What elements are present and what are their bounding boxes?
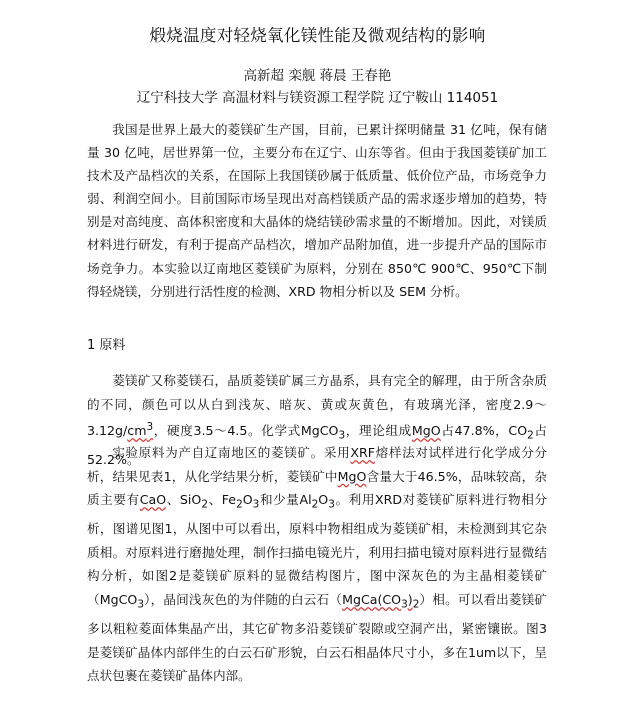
superscript: 3 xyxy=(146,421,154,433)
paper-title: 煅烧温度对轻烧氧化镁性能及微观结构的影响 xyxy=(149,26,486,45)
text-run: 、Fe xyxy=(208,492,237,508)
subscript: 2 xyxy=(412,598,420,611)
text-run: CaO xyxy=(139,492,167,508)
text-run: ，理论组成 xyxy=(345,423,412,439)
subscript: 3 xyxy=(328,498,335,511)
text-run: ，硬度3.5～4.5。化学式MgCO xyxy=(153,423,339,439)
text-run: 、SiO xyxy=(166,492,202,508)
author-list: 高新超 栾舰 蒋晨 王春艳 xyxy=(243,68,392,84)
text-run: MgO xyxy=(337,468,367,484)
body-paragraph-2 xyxy=(87,441,547,688)
text-run: ），晶间浅灰色的为伴随的白云石（ xyxy=(144,592,343,608)
text-run: XRF xyxy=(350,445,375,460)
text-run: 占52.2%。 xyxy=(87,423,548,468)
subscript: 3 xyxy=(401,598,408,611)
text-run: 菱镁矿又称菱镁石，晶质菱镁矿属三方晶系，具有完全的解理，由于所含杂质的不同，颜色可以从白到浅灰、暗灰、黄或灰黄色，有玻璃光泽，密度2.9～3.12g/ xyxy=(87,373,547,439)
subscript: 3 xyxy=(137,598,145,611)
text-run: 实验原料为产自辽南地区的菱镁矿。采用 xyxy=(112,445,351,460)
text-run: 。利用XRD对菱镁矿原料进行物相分析，图谱见图1，从图中可以看出，原料中物相组成为菱镁矿相，未检测到其它杂质相。对原料进行磨抛处理，制作扫描电镜光片，利用扫描电镜对原料进行显微结构分析，如图2是菱镁矿原料的显微结构图片，图中深灰色的为主晶相菱镁矿（MgCO xyxy=(87,492,548,608)
subscript: 2 xyxy=(527,429,534,442)
subscript: 2 xyxy=(201,498,208,511)
text-run: 占47.8%，CO xyxy=(440,423,528,439)
text-run: ) xyxy=(407,592,413,608)
subscript: 2 xyxy=(236,498,243,511)
section-heading: 1 原料 xyxy=(87,338,126,353)
affiliation: 辽宁科技大学 高温材料与镁资源工程学院 辽宁鞍山 114051 xyxy=(136,90,499,106)
subscript: 3 xyxy=(338,429,346,442)
text-run: MgCa(CO xyxy=(342,592,402,608)
intro-paragraph: 我国是世界上最大的菱镁矿生产国，目前，已累计探明储量 31 亿吨，保有储量 30 亿吨，居世界第一位，主要分布在辽宁、山东等省。但由于我国菱镁矿加工技术及产品档次的关系，在国际上我国镁砂属于低质量、低价位产品，市场竞争力弱、利润空间小。目前国际市场呈现出对高档镁质产品的需求逐步增加的趋势，特别是对高纯度、高体积密度和大晶体的烧结镁砂需求量的不断增加。因此，对镁质材料进行研发，有利于提高产品档次，增加产品附加值，进一步提升产品的国际市场竞争力。本实验以辽南地区菱镁矿为原料，分别在 850℃ 900℃、950℃下制得轻烧镁，分别进行活性度的检测、XRD 物相分析以及 SEM 分析。 xyxy=(87,122,547,299)
text-run: ）相。可以看出菱镁矿多以粗粒菱面体集晶产出，其它矿物多沿菱镁矿裂隙或空洞产出，紧密镶嵌。图3是菱镁矿晶体内部伴生的白云石矿形貌，白云石相晶体尺寸小，多在1um以下，呈点状包裹在菱镁矿晶体内部。 xyxy=(87,592,547,684)
text-run: 和少量Al xyxy=(259,492,312,508)
text-run: cm xyxy=(127,423,147,439)
text-run: 含量大于46.5%，品味较高，杂质主要有 xyxy=(87,468,547,508)
subscript: 2 xyxy=(311,498,319,511)
text-run xyxy=(342,592,420,611)
text-run: 熔样法对试样进行化学成分分析，结果见表1，从化学结果分析，菱镁矿中 xyxy=(87,445,548,484)
subscript: 3 xyxy=(252,498,260,511)
text-run: O xyxy=(242,492,253,508)
text-run xyxy=(127,423,153,438)
text-run: MgO xyxy=(411,423,441,439)
text-run: O xyxy=(318,492,329,508)
